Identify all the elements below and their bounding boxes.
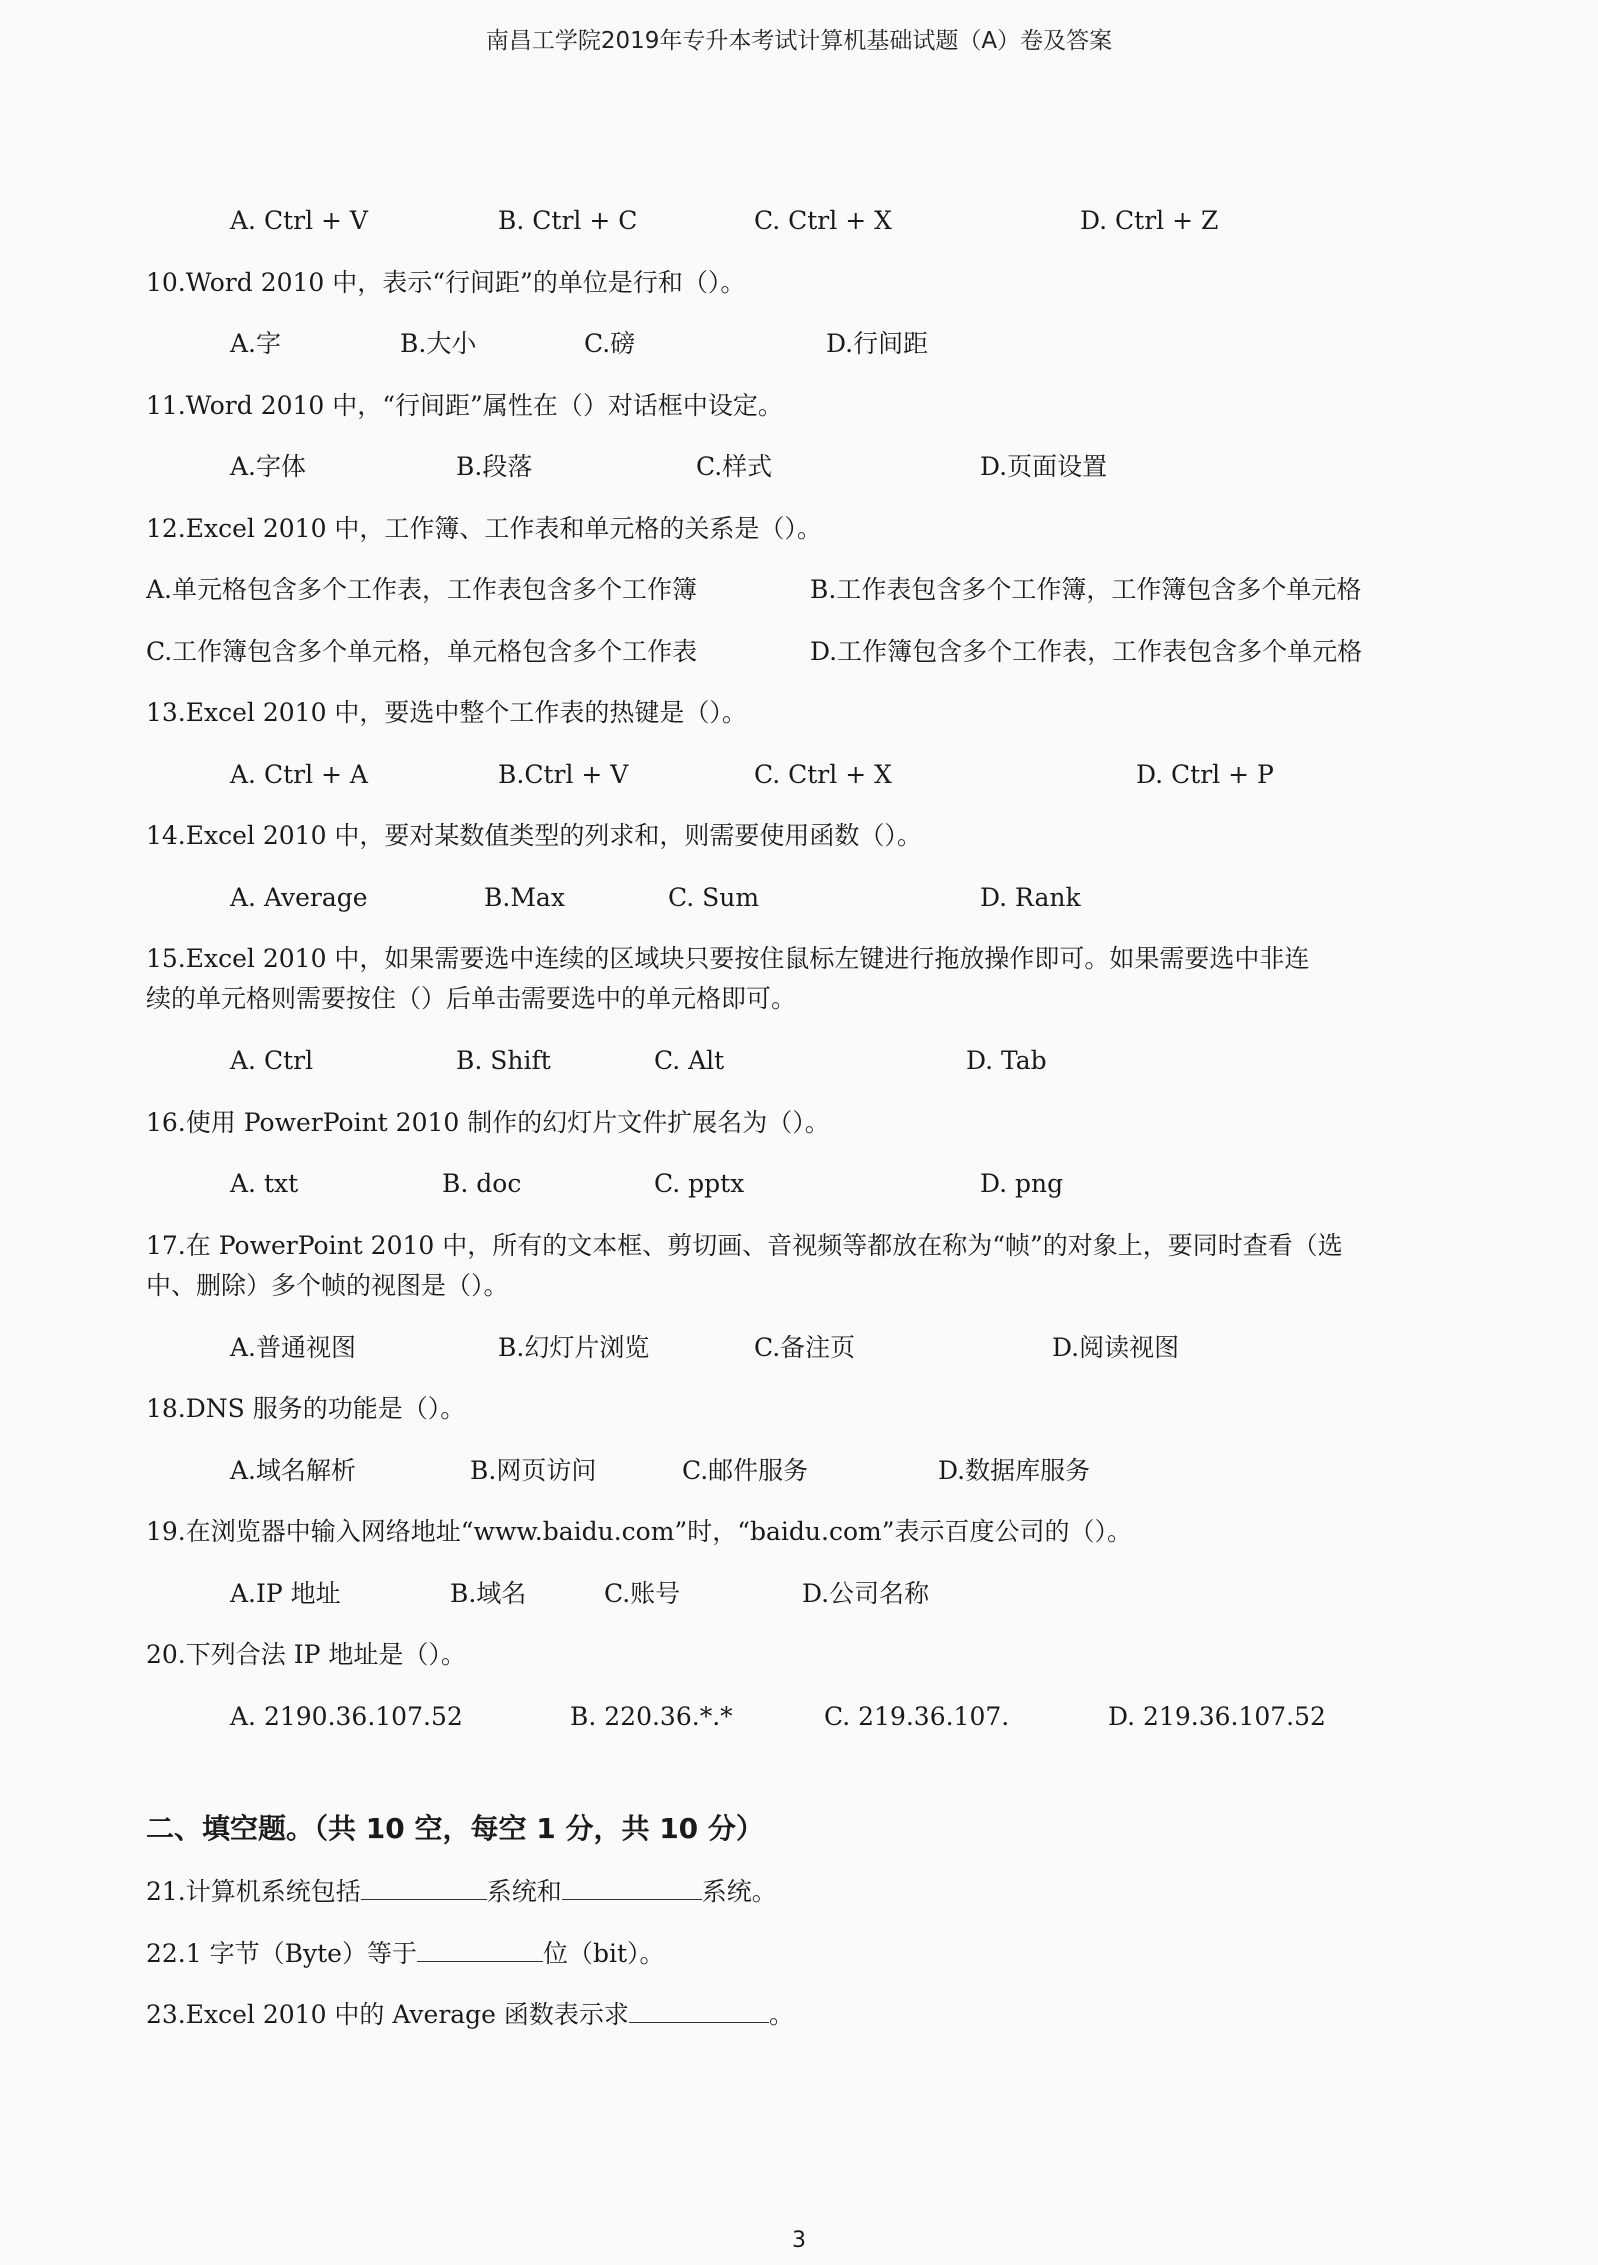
q16-options [146,1153,1476,1215]
q18-option-b: B.网页访问 [470,1455,597,1485]
q19-stem: 19.在浏览器中输入网络地址“www.baidu.com”时，“baidu.com”表示百度公司的（）。 [146,1517,1132,1546]
q13-option-b: B.Ctrl + V [498,759,629,789]
q19-option-c: C.账号 [604,1578,681,1608]
q9-option-d: D. Ctrl + Z [1080,206,1219,235]
q15-stem-line2: 续的单元格则需要按住（）后单击需要选中的单元格即可。 [146,984,797,1013]
q13-option-a: A. Ctrl + A [230,759,368,789]
q22-blank [417,1931,543,1962]
q20-options [146,1686,1476,1748]
q18-option-a: A.域名解析 [230,1455,357,1485]
exam-content [146,190,1476,2046]
q17-option-b: B.幻灯片浏览 [498,1332,650,1362]
q16-option-b: B. doc [442,1169,522,1198]
q9-options [146,190,1476,252]
page-header: 南昌工学院2019年专升本考试计算机基础试题（A）卷及答案 [485,28,1113,54]
q23-blank [629,1992,769,2023]
q12-option-c: C.工作簿包含多个单元格，单元格包含多个工作表 [146,636,698,666]
q12-option-a: A.单元格包含多个工作表，工作表包含多个工作簿 [146,575,698,604]
q11-option-c: C.样式 [696,452,773,481]
q10-option-d: D.行间距 [826,329,929,358]
q10-stem: 10.Word 2010 中，表示“行间距”的单位是行和（）。 [146,267,746,297]
q12-stem: 12.Excel 2010 中，工作簿、工作表和单元格的关系是（）。 [146,513,822,543]
q14-option-c: C. Sum [668,882,760,912]
q15-option-b: B. Shift [456,1046,551,1075]
q17-options [146,1317,1476,1379]
q23 [146,1984,1476,2046]
q21-text-2: 系统和 [486,1877,562,1906]
q19-option-b: B.域名 [450,1578,527,1608]
q16-option-c: C. pptx [654,1169,745,1198]
q13-stem: 13.Excel 2010 中，要选中整个工作表的热键是（）。 [146,698,747,727]
q21-blank-2 [562,1869,702,1900]
q16-stem: 16.使用 PowerPoint 2010 制作的幻灯片文件扩展名为（）。 [146,1107,830,1137]
q22 [146,1923,1476,1985]
q20-option-d: D. 219.36.107.52 [1108,1701,1326,1731]
q14-stem: 14.Excel 2010 中，要对某数值类型的列求和，则需要使用函数（）。 [146,821,922,850]
q9-option-b: B. Ctrl + C [498,206,638,235]
q13-option-c: C. Ctrl + X [754,759,892,789]
page-number: 3 [792,2228,806,2253]
q11-option-a: A.字体 [230,452,307,481]
q16-option-a: A. txt [230,1169,299,1198]
q20-option-c: C. 219.36.107. [824,1701,1010,1731]
q12-options-row2 [146,621,1476,683]
q10-option-c: C.磅 [584,329,636,358]
q14-option-b: B.Max [484,882,565,912]
q22-text-1: 22.1 字节（Byte）等于 [146,1938,417,1968]
q11-stem: 11.Word 2010 中，“行间距”属性在（）对话框中设定。 [146,390,783,420]
q12-options-row1 [146,559,1476,621]
q18-stem: 18.DNS 服务的功能是（）。 [146,1394,466,1423]
q19-options [146,1563,1476,1625]
q12-option-b: B.工作表包含多个工作簿，工作簿包含多个单元格 [810,575,1362,604]
q14-option-d: D. Rank [980,882,1081,912]
q10-option-a: A.字 [230,329,282,358]
q9-option-c: C. Ctrl + X [754,206,892,235]
q15-option-a: A. Ctrl [230,1046,314,1075]
q10-option-b: B.大小 [400,329,477,358]
q17-option-c: C.备注页 [754,1332,856,1362]
section-title-fill-blank: 二、填空题。（共 10 空，每空 1 分，共 10 分） [146,1812,764,1845]
q11-option-b: B.段落 [456,452,533,481]
q23-text-1: 23.Excel 2010 中的 Average 函数表示求 [146,2000,629,2029]
q17-stem-line1: 17.在 PowerPoint 2010 中，所有的文本框、剪切画、音视频等都放在称为“帧”的对象上，要同时查看（选 [146,1230,1343,1260]
q9-option-a: A. Ctrl + V [230,206,368,235]
q16-option-d: D. png [980,1169,1064,1198]
q14-options [146,867,1476,929]
q19-option-d: D.公司名称 [802,1578,930,1608]
q15-option-c: C. Alt [654,1046,725,1075]
q21-text-1: 21.计算机系统包括 [146,1877,361,1906]
q12-option-d: D.工作簿包含多个工作表，工作表包含多个单元格 [810,636,1363,666]
q21-text-3: 系统。 [701,1877,777,1906]
q20-option-a: A. 2190.36.107.52 [230,1701,463,1731]
q18-option-d: D.数据库服务 [938,1455,1091,1485]
q15-option-d: D. Tab [966,1046,1047,1075]
q18-option-c: C.邮件服务 [682,1455,809,1485]
q17-option-a: A.普通视图 [230,1332,357,1362]
q23-text-2: 。 [768,2000,794,2029]
q20-option-b: B. 220.36.*.* [570,1701,733,1731]
q11-options [146,436,1476,498]
q17-stem-line2: 中、删除）多个帧的视图是（）。 [146,1270,509,1300]
q21 [146,1861,1476,1923]
q15-options [146,1030,1476,1092]
q18-options [146,1440,1476,1502]
q13-option-d: D. Ctrl + P [1136,759,1274,789]
q13-options [146,744,1476,806]
q10-options [146,313,1476,375]
q20-stem: 20.下列合法 IP 地址是（）。 [146,1640,466,1669]
q15-stem-line1: 15.Excel 2010 中，如果需要选中连续的区域块只要按住鼠标左键进行拖放操作即可。如果需要选中非连 [146,944,1310,973]
q19-option-a: A.IP 地址 [230,1578,341,1608]
q17-option-d: D.阅读视图 [1052,1332,1180,1362]
q22-text-2: 位（bit）。 [542,1938,665,1968]
q14-option-a: A. Average [230,882,368,912]
q21-blank-1 [361,1869,487,1900]
q11-option-d: D.页面设置 [980,452,1108,481]
